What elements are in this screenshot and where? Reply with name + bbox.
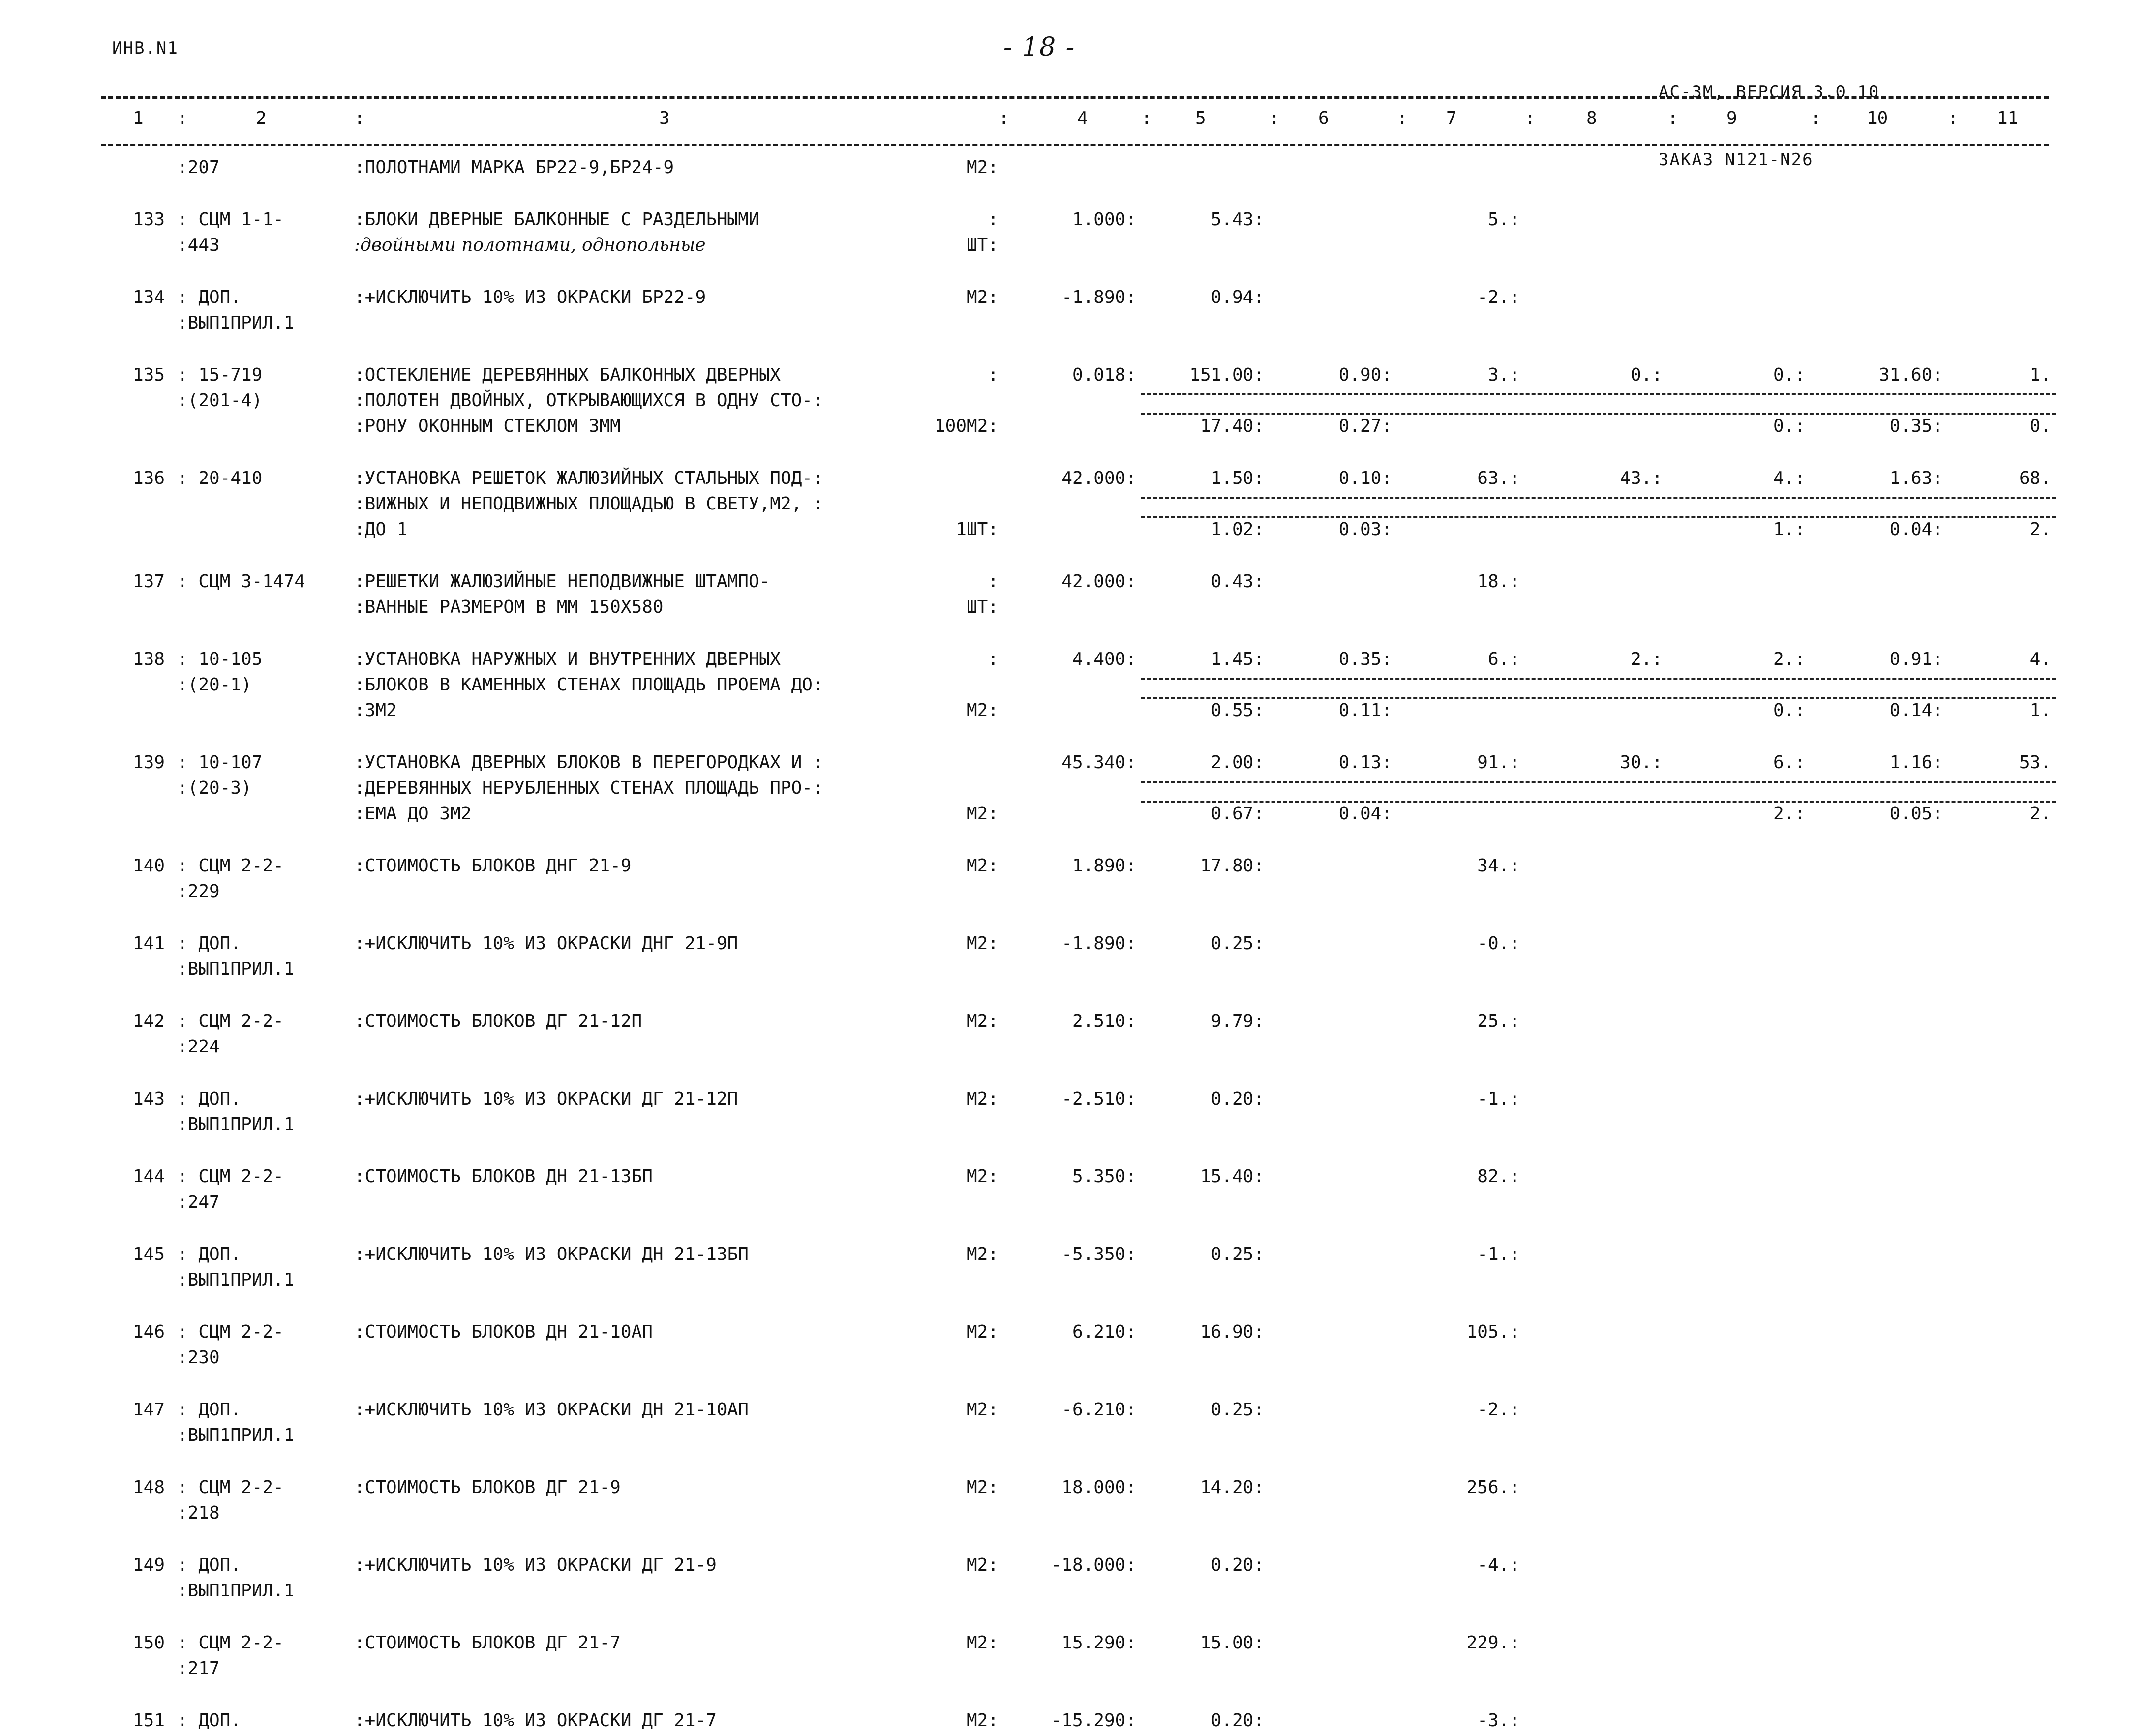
unit-cell: М2: bbox=[966, 1555, 999, 1575]
column-header-5: 5 bbox=[1195, 108, 1206, 128]
value-col-5: 1.02: bbox=[1211, 519, 1264, 539]
value-col-7: -0.: bbox=[1477, 933, 1520, 954]
rate-code-cont: :(20-1) bbox=[177, 675, 252, 695]
value-col-7: 25.: bbox=[1477, 1011, 1520, 1031]
rate-code-cont: :ВЫП1ПРИЛ.1 bbox=[177, 1581, 295, 1601]
column-header-9: 9 bbox=[1726, 108, 1737, 128]
value-col-5: 15.40: bbox=[1200, 1167, 1264, 1187]
work-description: :СТОИМОСТЬ БЛОКОВ ДГ 21-9 bbox=[354, 1477, 621, 1497]
value-col-6: 0.27: bbox=[1338, 416, 1392, 436]
rate-code: : СЦМ 2-2- bbox=[177, 1167, 284, 1187]
row-line bbox=[0, 1503, 2150, 1528]
row-line bbox=[0, 1633, 2150, 1658]
value-col-5: 5.43: bbox=[1211, 210, 1264, 230]
value-col-10: 0.05: bbox=[1889, 804, 1943, 824]
unit-cell: : bbox=[988, 210, 999, 230]
row-divider bbox=[1141, 678, 2056, 680]
work-description: :ДО 1 bbox=[354, 519, 408, 539]
value-col-4: 45.340: bbox=[1061, 752, 1136, 773]
value-col-5: 15.00: bbox=[1200, 1633, 1264, 1653]
row-number: 144 bbox=[132, 1167, 165, 1187]
work-description: :3М2 bbox=[354, 700, 397, 720]
value-col-4: 42.000: bbox=[1061, 571, 1136, 592]
row-line bbox=[0, 1710, 2150, 1736]
rate-code-cont: :224 bbox=[177, 1037, 220, 1057]
header-rule bbox=[101, 144, 2049, 146]
value-col-9: 0.: bbox=[1773, 365, 1805, 385]
row-line bbox=[0, 1322, 2150, 1347]
work-description: :СТОИМОСТЬ БЛОКОВ ДГ 21-7 bbox=[354, 1633, 621, 1653]
column-separator: : bbox=[177, 108, 188, 128]
value-col-7: 3.: bbox=[1487, 365, 1520, 385]
rate-code: : ДОП. bbox=[177, 1555, 242, 1575]
value-col-10: 1.16: bbox=[1889, 752, 1943, 773]
unit-cell: ШТ: bbox=[966, 235, 999, 255]
unit-cell: М2: bbox=[966, 1400, 999, 1420]
rate-code-cont: :(20-3) bbox=[177, 778, 252, 798]
column-separator: : bbox=[1948, 108, 1959, 128]
value-col-5: 1.50: bbox=[1211, 468, 1264, 488]
row-number: 136 bbox=[132, 468, 165, 488]
value-col-8: 2.: bbox=[1630, 649, 1663, 669]
row-line bbox=[0, 752, 2150, 778]
row-number: 150 bbox=[132, 1633, 165, 1653]
value-col-6: 0.10: bbox=[1338, 468, 1392, 488]
value-col-10: 0.91: bbox=[1889, 649, 1943, 669]
rate-code: : 20-410 bbox=[177, 468, 263, 488]
value-col-9: 6.: bbox=[1773, 752, 1805, 773]
work-description: :+ИСКЛЮЧИТЬ 10% ИЗ ОКРАСКИ БР22-9 bbox=[354, 287, 706, 307]
rate-code: : 15-719 bbox=[177, 365, 263, 385]
row-line bbox=[0, 157, 2150, 183]
unit-cell: : bbox=[988, 571, 999, 592]
column-header-4: 4 bbox=[1077, 108, 1088, 128]
value-col-10: 1.63: bbox=[1889, 468, 1943, 488]
value-col-9: 1.: bbox=[1773, 519, 1805, 539]
value-col-5: 17.80: bbox=[1200, 856, 1264, 876]
value-col-5: 0.94: bbox=[1211, 287, 1264, 307]
value-col-10: 0.35: bbox=[1889, 416, 1943, 436]
value-col-5: 0.43: bbox=[1211, 571, 1264, 592]
work-description: :+ИСКЛЮЧИТЬ 10% ИЗ ОКРАСКИ ДН 21-13БП bbox=[354, 1244, 749, 1264]
value-col-4: -5.350: bbox=[1061, 1244, 1136, 1264]
unit-cell: М2: bbox=[966, 1710, 999, 1731]
value-col-5: 0.20: bbox=[1211, 1089, 1264, 1109]
value-col-6: 0.90: bbox=[1338, 365, 1392, 385]
value-col-4: 1.000: bbox=[1072, 210, 1136, 230]
row-divider bbox=[1141, 697, 2056, 699]
value-col-7: -4.: bbox=[1477, 1555, 1520, 1575]
value-col-4: -15.290: bbox=[1051, 1710, 1136, 1731]
row-line bbox=[0, 881, 2150, 907]
work-description: :ПОЛОТНАМИ МАРКА БР22-9,БР24-9 bbox=[354, 157, 674, 178]
value-col-8: 0.: bbox=[1630, 365, 1663, 385]
work-description: :РОНУ ОКОННЫМ СТЕКЛОМ 3ММ bbox=[354, 416, 621, 436]
value-col-5: 0.20: bbox=[1211, 1710, 1264, 1731]
unit-cell: М2: bbox=[966, 1167, 999, 1187]
value-col-4: -1.890: bbox=[1061, 287, 1136, 307]
rate-code: : СЦМ 3-1474 bbox=[177, 571, 305, 592]
value-col-7: -2.: bbox=[1477, 1400, 1520, 1420]
unit-cell: М2: bbox=[966, 287, 999, 307]
column-header-7: 7 bbox=[1446, 108, 1457, 128]
value-col-8: 43.: bbox=[1620, 468, 1663, 488]
value-col-4: -6.210: bbox=[1061, 1400, 1136, 1420]
value-col-7: 63.: bbox=[1477, 468, 1520, 488]
row-line bbox=[0, 1011, 2150, 1037]
work-description: :БЛОКИ ДВЕРНЫЕ БАЛКОННЫЕ С РАЗДЕЛЬНЫМИ bbox=[354, 210, 759, 230]
row-line bbox=[0, 1270, 2150, 1295]
column-header-1: 1 bbox=[133, 108, 144, 128]
top-rule bbox=[101, 96, 2049, 99]
value-col-4: -2.510: bbox=[1061, 1089, 1136, 1109]
rate-code-cont: :ВЫП1ПРИЛ.1 bbox=[177, 959, 295, 979]
row-number: 135 bbox=[132, 365, 165, 385]
work-description: :ЕМА ДО 3М2 bbox=[354, 804, 472, 824]
value-col-7: -1.: bbox=[1477, 1244, 1520, 1264]
row-line bbox=[0, 519, 2150, 545]
value-col-7: 82.: bbox=[1477, 1167, 1520, 1187]
value-col-6: 0.04: bbox=[1338, 804, 1392, 824]
value-col-5: 9.79: bbox=[1211, 1011, 1264, 1031]
value-col-11: 1. bbox=[2029, 365, 2051, 385]
unit-cell: М2: bbox=[966, 933, 999, 954]
rate-code-cont: :443 bbox=[177, 235, 220, 255]
value-col-5: 0.67: bbox=[1211, 804, 1264, 824]
work-description: :ВАННЫЕ РАЗМЕРОМ В ММ 150Х580 bbox=[354, 597, 664, 617]
unit-cell: М2: bbox=[966, 1011, 999, 1031]
column-separator: : bbox=[1141, 108, 1152, 128]
rate-code-cont: :ВЫП1ПРИЛ.1 bbox=[177, 313, 295, 333]
value-col-7: 105.: bbox=[1466, 1322, 1520, 1342]
row-number: 145 bbox=[132, 1244, 165, 1264]
row-line bbox=[0, 1347, 2150, 1373]
page-number: - 18 - bbox=[1003, 32, 1076, 62]
work-description: :УСТАНОВКА РЕШЕТОК ЖАЛЮЗИЙНЫХ СТАЛЬНЫХ ПОД-: bbox=[354, 468, 823, 488]
unit-cell: 1ШТ: bbox=[956, 519, 999, 539]
unit-cell: М2: bbox=[966, 157, 999, 178]
unit-cell: М2: bbox=[966, 1322, 999, 1342]
order-line: ЗАКАЗ N121-N26 bbox=[1659, 150, 1814, 170]
row-number: 148 bbox=[132, 1477, 165, 1497]
rate-code-cont: :230 bbox=[177, 1347, 220, 1368]
value-col-6: 0.11: bbox=[1338, 700, 1392, 720]
row-number: 146 bbox=[132, 1322, 165, 1342]
rate-code: : ДОП. bbox=[177, 287, 242, 307]
column-header-10: 10 bbox=[1867, 108, 1888, 128]
unit-cell: М2: bbox=[966, 856, 999, 876]
unit-cell: М2: bbox=[966, 1633, 999, 1653]
value-col-4: 18.000: bbox=[1061, 1477, 1136, 1497]
column-separator: : bbox=[1525, 108, 1536, 128]
value-col-7: 91.: bbox=[1477, 752, 1520, 773]
work-description: :+ИСКЛЮЧИТЬ 10% ИЗ ОКРАСКИ ДГ 21-7 bbox=[354, 1710, 717, 1731]
value-col-11: 68. bbox=[2019, 468, 2051, 488]
rate-code: : СЦМ 2-2- bbox=[177, 1477, 284, 1497]
row-line bbox=[0, 1555, 2150, 1581]
value-col-4: 6.210: bbox=[1072, 1322, 1136, 1342]
rate-code: : ДОП. bbox=[177, 1710, 242, 1731]
work-description: :+ИСКЛЮЧИТЬ 10% ИЗ ОКРАСКИ ДГ 21-9 bbox=[354, 1555, 717, 1575]
row-line bbox=[0, 649, 2150, 675]
column-separator: : bbox=[1397, 108, 1408, 128]
row-line bbox=[0, 1425, 2150, 1451]
row-number: 151 bbox=[132, 1710, 165, 1731]
rate-code-cont: :(201-4) bbox=[177, 390, 263, 411]
value-col-10: 0.04: bbox=[1889, 519, 1943, 539]
work-description: :СТОИМОСТЬ БЛОКОВ ДНГ 21-9 bbox=[354, 856, 632, 876]
value-col-4: -18.000: bbox=[1051, 1555, 1136, 1575]
row-number: 141 bbox=[132, 933, 165, 954]
column-separator: : bbox=[1269, 108, 1280, 128]
column-header-11: 11 bbox=[1997, 108, 2019, 128]
work-description: :УСТАНОВКА НАРУЖНЫХ И ВНУТРЕННИХ ДВЕРНЫХ bbox=[354, 649, 781, 669]
row-number: 143 bbox=[132, 1089, 165, 1109]
row-line bbox=[0, 1244, 2150, 1270]
value-col-4: 4.400: bbox=[1072, 649, 1136, 669]
value-col-7: -1.: bbox=[1477, 1089, 1520, 1109]
rate-code-cont: :ВЫП1ПРИЛ.1 bbox=[177, 1425, 295, 1445]
work-description: :ВИЖНЫХ И НЕПОДВИЖНЫХ ПЛОЩАДЬЮ В СВЕТУ,М2, : bbox=[354, 494, 823, 514]
rate-code: : СЦМ 2-2- bbox=[177, 1322, 284, 1342]
work-description: :СТОИМОСТЬ БЛОКОВ ДН 21-13БП bbox=[354, 1167, 653, 1187]
value-col-7: 6.: bbox=[1487, 649, 1520, 669]
row-line bbox=[0, 1658, 2150, 1684]
unit-cell: 100М2: bbox=[935, 416, 999, 436]
row-number: 137 bbox=[132, 571, 165, 592]
value-col-9: 0.: bbox=[1773, 700, 1805, 720]
row-line bbox=[0, 210, 2150, 235]
value-col-11: 4. bbox=[2029, 649, 2051, 669]
row-line bbox=[0, 597, 2150, 623]
rate-code-cont: :229 bbox=[177, 881, 220, 901]
rate-code: : СЦМ 1-1- bbox=[177, 210, 284, 230]
rate-code-cont: :ВЫП1ПРИЛ.1 bbox=[177, 1270, 295, 1290]
value-col-11: 0. bbox=[2029, 416, 2051, 436]
work-description: :+ИСКЛЮЧИТЬ 10% ИЗ ОКРАСКИ ДГ 21-12П bbox=[354, 1089, 738, 1109]
value-col-6: 0.13: bbox=[1338, 752, 1392, 773]
row-line bbox=[0, 1089, 2150, 1114]
row-number: 138 bbox=[132, 649, 165, 669]
row-number: 133 bbox=[132, 210, 165, 230]
work-description: :УСТАНОВКА ДВЕРНЫХ БЛОКОВ В ПЕРЕГОРОДКАХ И : bbox=[354, 752, 823, 773]
rate-code: : ДОП. bbox=[177, 933, 242, 954]
row-line bbox=[0, 365, 2150, 390]
row-divider bbox=[1141, 393, 2056, 395]
row-number: 134 bbox=[132, 287, 165, 307]
row-number: 142 bbox=[132, 1011, 165, 1031]
value-col-7: 34.: bbox=[1477, 856, 1520, 876]
work-description: :СТОИМОСТЬ БЛОКОВ ДГ 21-12П bbox=[354, 1011, 642, 1031]
value-col-7: 229.: bbox=[1466, 1633, 1520, 1653]
unit-cell: М2: bbox=[966, 1244, 999, 1264]
column-header-6: 6 bbox=[1318, 108, 1329, 128]
column-separator: : bbox=[1810, 108, 1821, 128]
row-line bbox=[0, 1167, 2150, 1192]
column-header-8: 8 bbox=[1586, 108, 1597, 128]
unit-cell: : bbox=[988, 365, 999, 385]
row-line bbox=[0, 235, 2150, 261]
value-col-10: 0.14: bbox=[1889, 700, 1943, 720]
rate-code: : ДОП. bbox=[177, 1089, 242, 1109]
value-col-4: 1.890: bbox=[1072, 856, 1136, 876]
value-col-11: 53. bbox=[2019, 752, 2051, 773]
row-line bbox=[0, 1477, 2150, 1503]
row-line bbox=[0, 804, 2150, 829]
value-col-7: -2.: bbox=[1477, 287, 1520, 307]
column-header-3: 3 bbox=[659, 108, 670, 128]
rate-code: : ДОП. bbox=[177, 1400, 242, 1420]
row-divider bbox=[1141, 516, 2056, 518]
value-col-5: 16.90: bbox=[1200, 1322, 1264, 1342]
row-divider bbox=[1141, 497, 2056, 499]
row-divider bbox=[1141, 781, 2056, 783]
unit-cell: М2: bbox=[966, 1477, 999, 1497]
row-number: 139 bbox=[132, 752, 165, 773]
column-header-row bbox=[0, 108, 2150, 132]
column-separator: : bbox=[354, 108, 365, 128]
row-divider bbox=[1141, 413, 2056, 415]
value-col-9: 2.: bbox=[1773, 649, 1805, 669]
value-col-8: 30.: bbox=[1620, 752, 1663, 773]
unit-cell: М2: bbox=[966, 804, 999, 824]
value-col-5: 1.45: bbox=[1211, 649, 1264, 669]
value-col-5: 151.00: bbox=[1189, 365, 1264, 385]
rate-code: : СЦМ 2-2- bbox=[177, 1011, 284, 1031]
rate-code-cont: :ВЫП1ПРИЛ.1 bbox=[177, 1114, 295, 1135]
row-line bbox=[0, 1192, 2150, 1218]
work-description: :ДЕРЕВЯННЫХ НЕРУБЛЕННЫХ СТЕНАХ ПЛОЩАДЬ ПРО-: bbox=[354, 778, 823, 798]
value-col-4: 42.000: bbox=[1061, 468, 1136, 488]
rate-code: : СЦМ 2-2- bbox=[177, 1633, 284, 1653]
value-col-6: 0.03: bbox=[1338, 519, 1392, 539]
value-col-11: 2. bbox=[2029, 519, 2051, 539]
row-line bbox=[0, 1581, 2150, 1606]
value-col-7: 18.: bbox=[1477, 571, 1520, 592]
value-col-11: 2. bbox=[2029, 804, 2051, 824]
row-number: 147 bbox=[132, 1400, 165, 1420]
unit-cell: М2: bbox=[966, 1089, 999, 1109]
work-description: :двойными полотнами, однопольные bbox=[354, 235, 706, 255]
value-col-11: 1. bbox=[2029, 700, 2051, 720]
value-col-4: 0.018: bbox=[1072, 365, 1136, 385]
version-line: АС-3М, ВЕРСИЯ 3.0 10 bbox=[1659, 82, 1880, 102]
rate-code: : ДОП. bbox=[177, 1244, 242, 1264]
work-description: :РЕШЕТКИ ЖАЛЮЗИЙНЫЕ НЕПОДВИЖНЫЕ ШТАМПО- bbox=[354, 571, 770, 592]
row-line bbox=[0, 416, 2150, 442]
value-col-4: 15.290: bbox=[1061, 1633, 1136, 1653]
rate-code: : СЦМ 2-2- bbox=[177, 856, 284, 876]
rate-code: :207 bbox=[177, 157, 220, 178]
rate-code: : 10-105 bbox=[177, 649, 263, 669]
inventory-label: ИНВ.N1 bbox=[112, 38, 179, 58]
rate-code-cont: :247 bbox=[177, 1192, 220, 1212]
row-line bbox=[0, 287, 2150, 313]
row-line bbox=[0, 1114, 2150, 1140]
value-col-5: 0.25: bbox=[1211, 1244, 1264, 1264]
value-col-9: 0.: bbox=[1773, 416, 1805, 436]
value-col-4: -1.890: bbox=[1061, 933, 1136, 954]
value-col-5: 17.40: bbox=[1200, 416, 1264, 436]
value-col-10: 31.60: bbox=[1878, 365, 1943, 385]
rate-code-cont: :218 bbox=[177, 1503, 220, 1523]
rate-code-cont: :217 bbox=[177, 1658, 220, 1678]
value-col-4: 5.350: bbox=[1072, 1167, 1136, 1187]
row-line bbox=[0, 1037, 2150, 1062]
value-col-5: 0.25: bbox=[1211, 1400, 1264, 1420]
value-col-5: 0.25: bbox=[1211, 933, 1264, 954]
row-line bbox=[0, 468, 2150, 494]
row-line bbox=[0, 856, 2150, 881]
value-col-7: 256.: bbox=[1466, 1477, 1520, 1497]
unit-cell: : bbox=[988, 649, 999, 669]
value-col-5: 2.00: bbox=[1211, 752, 1264, 773]
unit-cell: М2: bbox=[966, 700, 999, 720]
row-number: 140 bbox=[132, 856, 165, 876]
row-number: 149 bbox=[132, 1555, 165, 1575]
value-col-4: 2.510: bbox=[1072, 1011, 1136, 1031]
rate-code: : 10-107 bbox=[177, 752, 263, 773]
row-line bbox=[0, 571, 2150, 597]
column-header-2: 2 bbox=[256, 108, 267, 128]
row-divider bbox=[1141, 801, 2056, 803]
value-col-7: 5.: bbox=[1487, 210, 1520, 230]
value-col-7: -3.: bbox=[1477, 1710, 1520, 1731]
value-col-9: 4.: bbox=[1773, 468, 1805, 488]
work-description: :СТОИМОСТЬ БЛОКОВ ДН 21-10АП bbox=[354, 1322, 653, 1342]
row-line bbox=[0, 959, 2150, 985]
column-separator: : bbox=[999, 108, 1009, 128]
work-description: :БЛОКОВ В КАМЕННЫХ СТЕНАХ ПЛОЩАДЬ ПРОЕМА ДО: bbox=[354, 675, 823, 695]
value-col-5: 0.20: bbox=[1211, 1555, 1264, 1575]
value-col-5: 0.55: bbox=[1211, 700, 1264, 720]
row-line bbox=[0, 700, 2150, 726]
value-col-5: 14.20: bbox=[1200, 1477, 1264, 1497]
value-col-9: 2.: bbox=[1773, 804, 1805, 824]
work-description: :ОСТЕКЛЕНИЕ ДЕРЕВЯННЫХ БАЛКОННЫХ ДВЕРНЫХ bbox=[354, 365, 781, 385]
row-line bbox=[0, 1400, 2150, 1425]
row-line bbox=[0, 313, 2150, 338]
unit-cell: ШТ: bbox=[966, 597, 999, 617]
column-separator: : bbox=[1667, 108, 1678, 128]
value-col-6: 0.35: bbox=[1338, 649, 1392, 669]
row-line bbox=[0, 933, 2150, 959]
work-description: :+ИСКЛЮЧИТЬ 10% ИЗ ОКРАСКИ ДН 21-10АП bbox=[354, 1400, 749, 1420]
work-description: :+ИСКЛЮЧИТЬ 10% ИЗ ОКРАСКИ ДНГ 21-9П bbox=[354, 933, 738, 954]
work-description: :ПОЛОТЕН ДВОЙНЫХ, ОТКРЫВАЮЩИХСЯ В ОДНУ СТО-: bbox=[354, 390, 823, 411]
